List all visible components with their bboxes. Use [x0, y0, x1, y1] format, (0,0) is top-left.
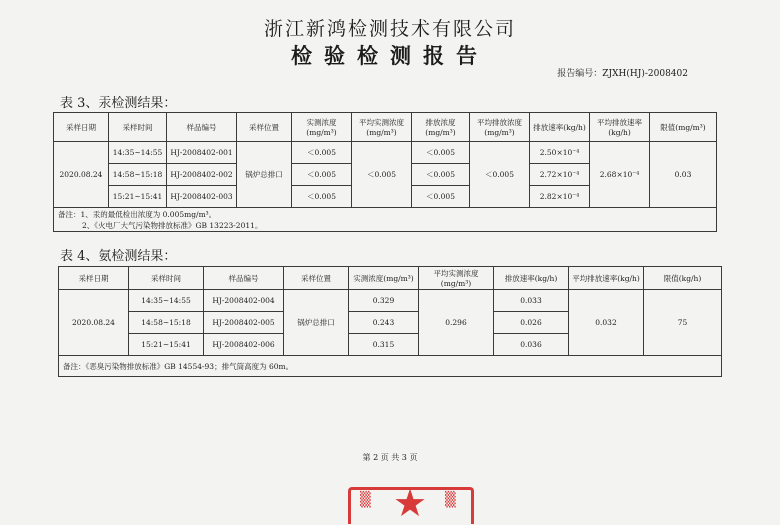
- sample-time: 14:35~14:55: [109, 142, 167, 164]
- sample-time: 15:21~15:41: [129, 334, 204, 356]
- measured-concentration: ＜0.005: [292, 142, 352, 164]
- measured-concentration: ＜0.005: [292, 186, 352, 208]
- sample-date: 2020.08.24: [59, 290, 129, 356]
- sample-id: HJ-2008402-001: [167, 142, 237, 164]
- header-cell: 排放速率(kg/h): [530, 113, 590, 142]
- seal-star-icon: ★: [393, 481, 428, 525]
- table-row: [59, 290, 722, 312]
- avg-emission-rate: 0.032: [569, 290, 644, 356]
- mercury-results-table: [53, 112, 717, 232]
- avg-emission-concentration: ＜0.005: [470, 142, 530, 208]
- sample-time: 14:58~15:18: [129, 312, 204, 334]
- header-cell: 平均实测浓度(mg/m³): [352, 113, 412, 142]
- sample-id: HJ-2008402-004: [204, 290, 284, 312]
- table-note-row: [54, 208, 717, 232]
- emission-rate: 0.033: [494, 290, 569, 312]
- emission-rate: 2.50×10⁻⁴: [530, 142, 590, 164]
- header-cell: 样品编号: [167, 113, 237, 142]
- avg-emission-rate: 2.68×10⁻⁴: [590, 142, 650, 208]
- table-header-row: [59, 267, 722, 290]
- sample-id: HJ-2008402-003: [167, 186, 237, 208]
- sample-location: 锅炉总排口: [237, 142, 292, 208]
- header-cell: 实测浓度(mg/m³): [292, 113, 352, 142]
- header-cell: 排放浓度(mg/m³): [412, 113, 470, 142]
- report-title: 检验检测报告: [291, 43, 489, 68]
- company-name: 浙江新鸿检测技术有限公司: [263, 18, 516, 40]
- header-cell: 平均实测浓度(mg/m³): [419, 267, 494, 290]
- header-cell: 平均排放速率(kg/h): [590, 113, 650, 142]
- avg-measured-concentration: 0.296: [419, 290, 494, 356]
- limit-value: 0.03: [650, 142, 717, 208]
- sample-date: 2020.08.24: [54, 142, 109, 208]
- header-cell: 采样日期: [59, 267, 129, 290]
- emission-rate: 0.036: [494, 334, 569, 356]
- table3-caption: 表 3、汞检测结果：: [60, 96, 177, 111]
- sample-time: 14:35~14:55: [129, 290, 204, 312]
- table-row: [54, 142, 717, 164]
- emission-rate: 0.026: [494, 312, 569, 334]
- sample-id: HJ-2008402-005: [204, 312, 284, 334]
- header-cell: 排放速率(kg/h): [494, 267, 569, 290]
- emission-concentration: ＜0.005: [412, 186, 470, 208]
- measured-concentration: 0.329: [349, 290, 419, 312]
- measured-concentration: ＜0.005: [292, 164, 352, 186]
- emission-rate: 2.72×10⁻⁴: [530, 164, 590, 186]
- measured-concentration: 0.243: [349, 312, 419, 334]
- header-cell: 实测浓度(mg/m³): [349, 267, 419, 290]
- emission-concentration: ＜0.005: [412, 142, 470, 164]
- seal-glyph-right: ▒: [445, 492, 456, 508]
- note-line-1: 备注：1、汞的最低检出浓度为 0.005mg/m³。: [58, 209, 217, 219]
- table-note: [54, 208, 717, 232]
- sample-location: 锅炉总排口: [284, 290, 349, 356]
- sample-id: HJ-2008402-006: [204, 334, 284, 356]
- emission-concentration: ＜0.005: [412, 164, 470, 186]
- header-cell: 平均排放速率(kg/h): [569, 267, 644, 290]
- avg-measured-concentration: ＜0.005: [352, 142, 412, 208]
- seal-glyph-left: ▒: [360, 492, 371, 508]
- ammonia-results-table: [58, 266, 722, 377]
- header-cell: 采样位置: [284, 267, 349, 290]
- table-note: 备注：《恶臭污染物排放标准》GB 14554-93；排气筒高度为 60m。: [59, 356, 722, 377]
- limit-value: 75: [644, 290, 722, 356]
- report-number: 报告编号：ZJXH(HJ)-2008402: [557, 69, 688, 79]
- header-cell: 限值(mg/m³): [650, 113, 717, 142]
- table4-caption: 表 4、氨检测结果：: [60, 249, 177, 264]
- header-cell: 样品编号: [204, 267, 284, 290]
- note-line-2: 2、《火电厂大气污染物排放标准》GB 13223-2011。: [82, 220, 263, 230]
- sample-time: 15:21~15:41: [109, 186, 167, 208]
- header-cell: 限值(kg/h): [644, 267, 722, 290]
- header-cell: 采样时间: [109, 113, 167, 142]
- emission-rate: 2.82×10⁻⁴: [530, 186, 590, 208]
- sample-id: HJ-2008402-002: [167, 164, 237, 186]
- measured-concentration: 0.315: [349, 334, 419, 356]
- header-cell: 采样时间: [129, 267, 204, 290]
- header-cell: 平均排放浓度(mg/m³): [470, 113, 530, 142]
- header-cell: 采样位置: [237, 113, 292, 142]
- table-header-row: [54, 113, 717, 142]
- table-note-row: [59, 356, 722, 377]
- header-cell: 采样日期: [54, 113, 109, 142]
- page-number: 第 2 页 共 3 页: [362, 453, 418, 462]
- sample-time: 14:58~15:18: [109, 164, 167, 186]
